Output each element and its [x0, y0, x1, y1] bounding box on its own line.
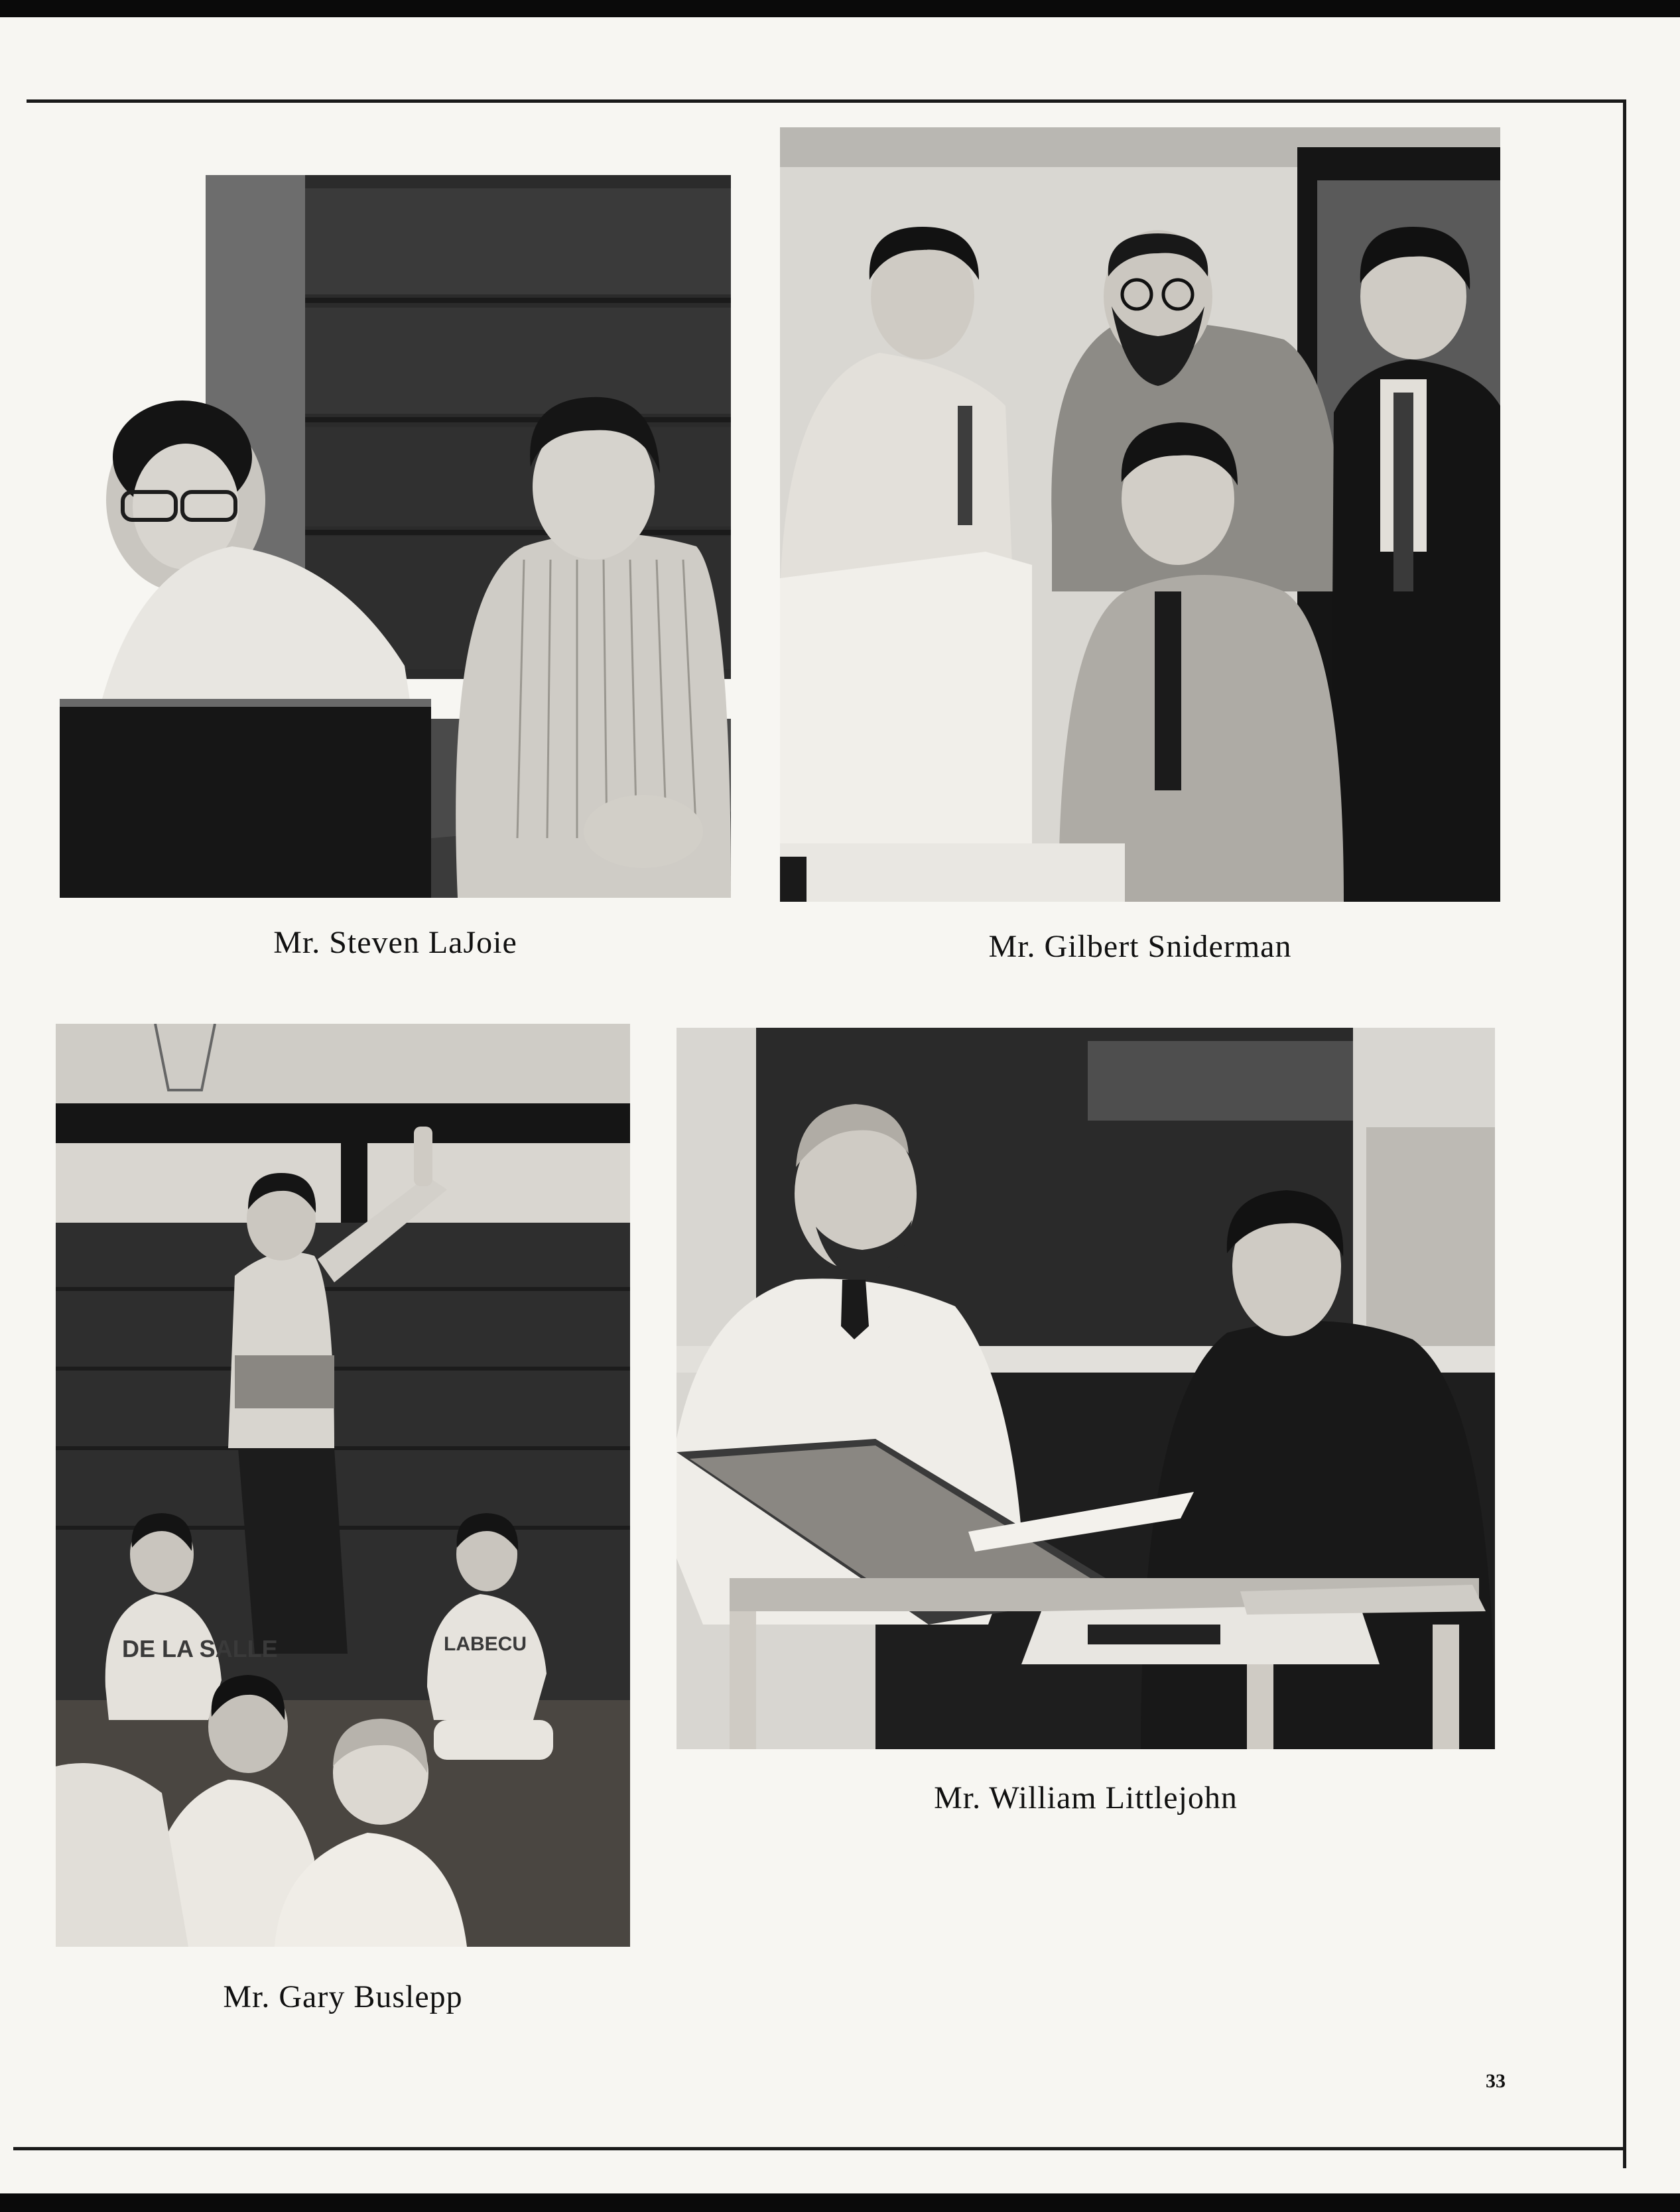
bottom-border-rule	[13, 2147, 1626, 2150]
caption-buslepp: Mr. Gary Buslepp	[223, 1979, 463, 2014]
photo-sniderman	[780, 127, 1500, 902]
caption-littlejohn: Mr. William Littlejohn	[934, 1780, 1238, 1815]
photo-buslepp	[56, 1024, 630, 1947]
page-number: 33	[1486, 2070, 1506, 2092]
top-border-rule	[27, 99, 1626, 103]
shirt-text-delasalle: DE LA SALLE	[122, 1635, 278, 1662]
photo-littlejohn	[677, 1028, 1495, 1749]
shirt-text-labecu: LABECU	[444, 1633, 527, 1655]
caption-sniderman: Mr. Gilbert Sniderman	[988, 929, 1292, 964]
caption-lajoie: Mr. Steven LaJoie	[273, 925, 517, 960]
right-border-rule	[1623, 99, 1626, 2168]
photo-lajoie	[60, 175, 731, 898]
